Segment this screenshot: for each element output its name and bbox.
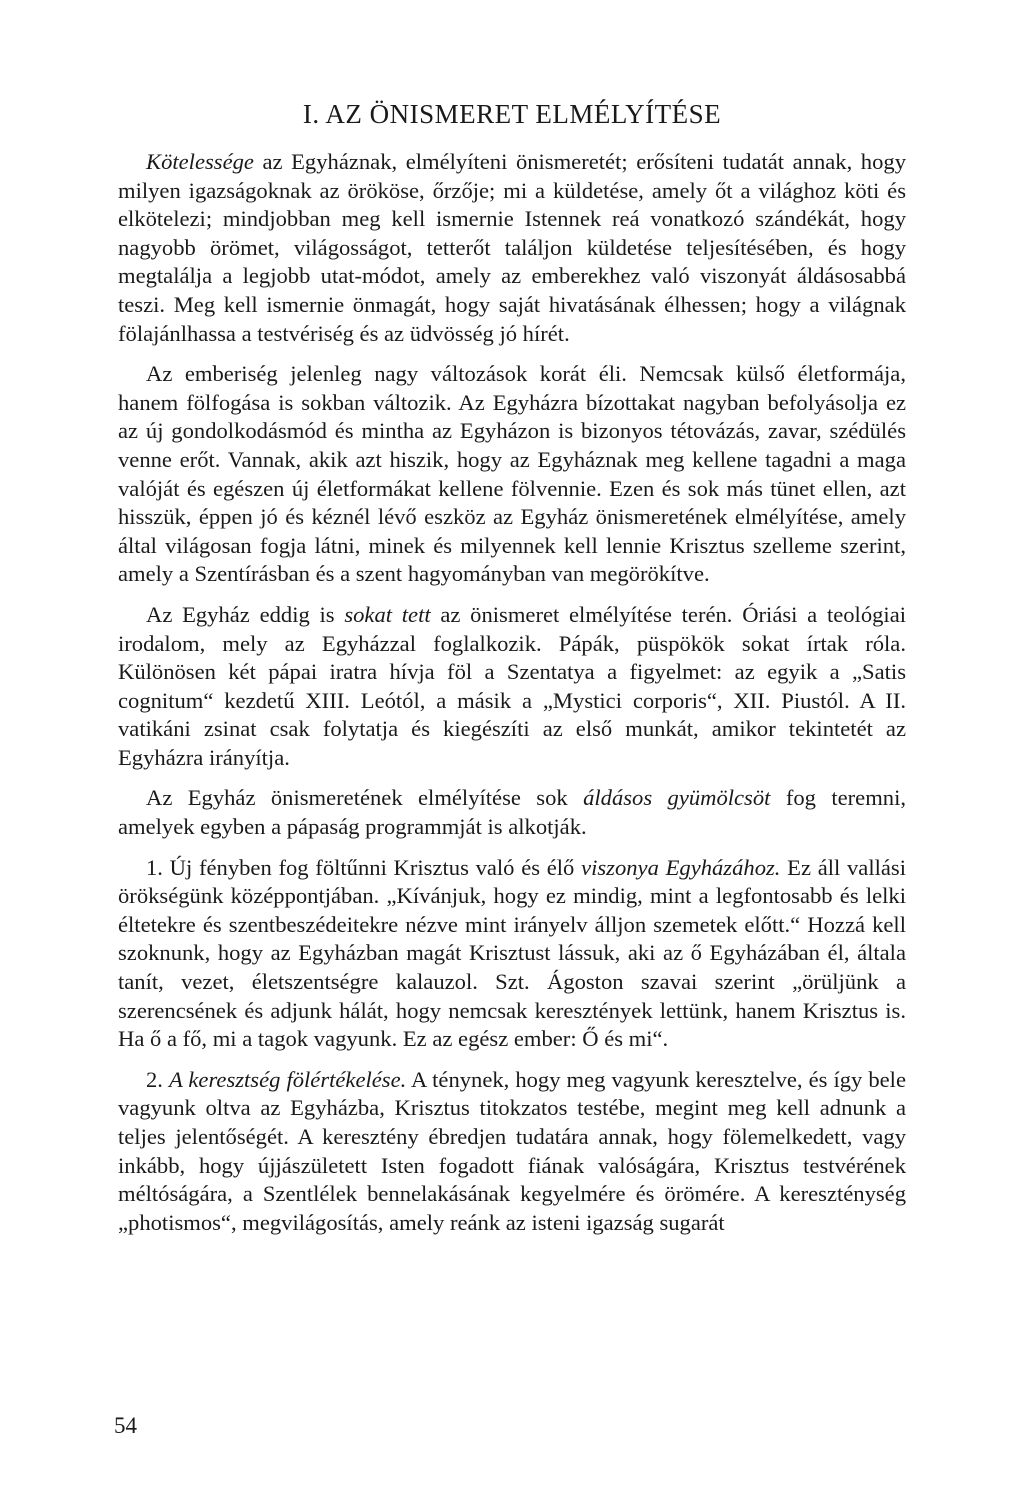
chapter-heading: I. AZ ÖNISMERET ELMÉLYÍTÉSE <box>302 99 722 129</box>
paragraph-4-text-b: fog teremni, amelyek egyben a pápaság programmját is alkotják. <box>118 785 906 840</box>
paragraph-3-emphasis: sokat tett <box>344 601 431 627</box>
paragraph-4-emphasis: áldásos gyümölcsöt <box>583 785 771 811</box>
paragraph-1-text: az Egyháznak, elmélyíteni önismeretét; erősíteni tudatát annak, hogy milyen igazságoknak az örököse, őrzője; mi a küldetése, amely őt a világhoz köti és elkötelezi; mindjobban meg kell ismernie Istennek reá vonatkozó szándékát, hogy nagyobb örömet, világosságot, tetterőt találjon küldetése teljesítésében, és hogy megtalálja a legjobb utat-módot, amely az emberekhez való viszonyát áldásosabbá teszi. Meg kell ismernie önmagát, hogy saját hivatásának élhessen; hogy a világnak fölajánlhassa a testvériség és az üdvösség jó hírét. <box>118 149 906 346</box>
list-item-1-text-b: Ez áll vallási örökségünk középpontjában. „Kívánjuk, hogy ez mindig, mint a legfontosabb és lelki éltetekre és szentbeszédeitekre nézve mint irányelv álljon szemetek előtt.“ Hozzá kell szoknunk, hogy az Egyházban magát Krisztust lássuk, aki az ő Egyházában él, általa tanít, vezet, életszentségre kalauzol. Szt. Ágoston szavai szerint „örüljünk a szerencsének és adjunk hálát, hogy nemcsak keresztények lettünk, hanem Krisztus is. Ha ő a fő, mi a tagok vagyunk. Ez az egész ember: Ő és mi“. <box>118 854 906 1052</box>
paragraph-1-emphasis: Kötelessége <box>146 149 254 174</box>
document-page <box>118 98 906 1249</box>
paragraph-4 <box>118 784 906 841</box>
list-item-2-emphasis: A keresztség fölértékelése. <box>168 1066 407 1092</box>
list-item-1-emphasis: viszonya Egyházához. <box>581 854 781 880</box>
paragraph-3-text-b: az önismeret elmélyítése terén. Óriási a teológiai irodalom, mely az Egyházzal foglalkozik. Pápák, püspökök sokat írtak róla. Különösen két pápai iratra hívja föl a Szentatya a figyelmet: az egyik a „Satis cognitum“ kezdetű XIII. Leótól, a másik a „Mystici corporis“, XII. Piustól. A II. vatikáni zsinat csak folytatja és kiegészíti az első munkát, amikor tekintetét az Egyházra irányítja. <box>118 601 906 770</box>
list-item-2-text-b: A ténynek, hogy meg vagyunk keresztelve, és így bele vagyunk oltva az Egyházba, Krisztus titokzatos testébe, megint meg kell adnunk a teljes jelentőségét. A keresztény ébredjen tudatára annak, hogy fölemelkedett, vagy inkább, hogy újjászületett Isten fogadott fiának valóságára, Krisztus testvérének méltóságára, a Szentlélek bennelakásának kegyelmére és örömére. A kereszténység „photismos“, megvilágosítás, amely reánk az isteni igazság sugarát <box>118 1066 906 1235</box>
paragraph-4-text-a: Az Egyház önismeretének elmélyítése sok <box>146 785 584 811</box>
list-item-2-text-a: 2. <box>146 1066 169 1092</box>
paragraph-3 <box>118 601 906 773</box>
page-number: 54 <box>114 1413 137 1438</box>
list-item-1 <box>118 854 906 1054</box>
paragraph-2: Az emberiség jelenleg nagy változások korát éli. Nemcsak külső életformája, hanem fölfogása is sokban változik. Az Egyházra bízottakat nagyban befolyásolja ez az új gondolkodásmód és mintha az Egyházon is bizonyos tétovázás, zavar, szédülés venne erőt. Vannak, akik azt hiszik, hogy az Egyháznak meg kellene tagadni a maga valóját és egészen új életformákat kellene fölvennie. Ezen és sok más tünet ellen, azt hisszük, éppen jó és kéznél lévő eszköz az Egyház önismeretének elmélyítése, amely által világosan fogja látni, minek és milyennek kell lennie Krisztus szelleme szerint, amely a Szentírásban és a szent hagyományban van megörökítve. <box>118 361 906 587</box>
list-item-2 <box>118 1066 906 1238</box>
list-item-1-text-a: 1. Új fényben fog föltűnni Krisztus való és élő <box>146 854 582 880</box>
paragraph-3-text-a: Az Egyház eddig is <box>146 601 345 627</box>
paragraph-1 <box>118 148 906 348</box>
